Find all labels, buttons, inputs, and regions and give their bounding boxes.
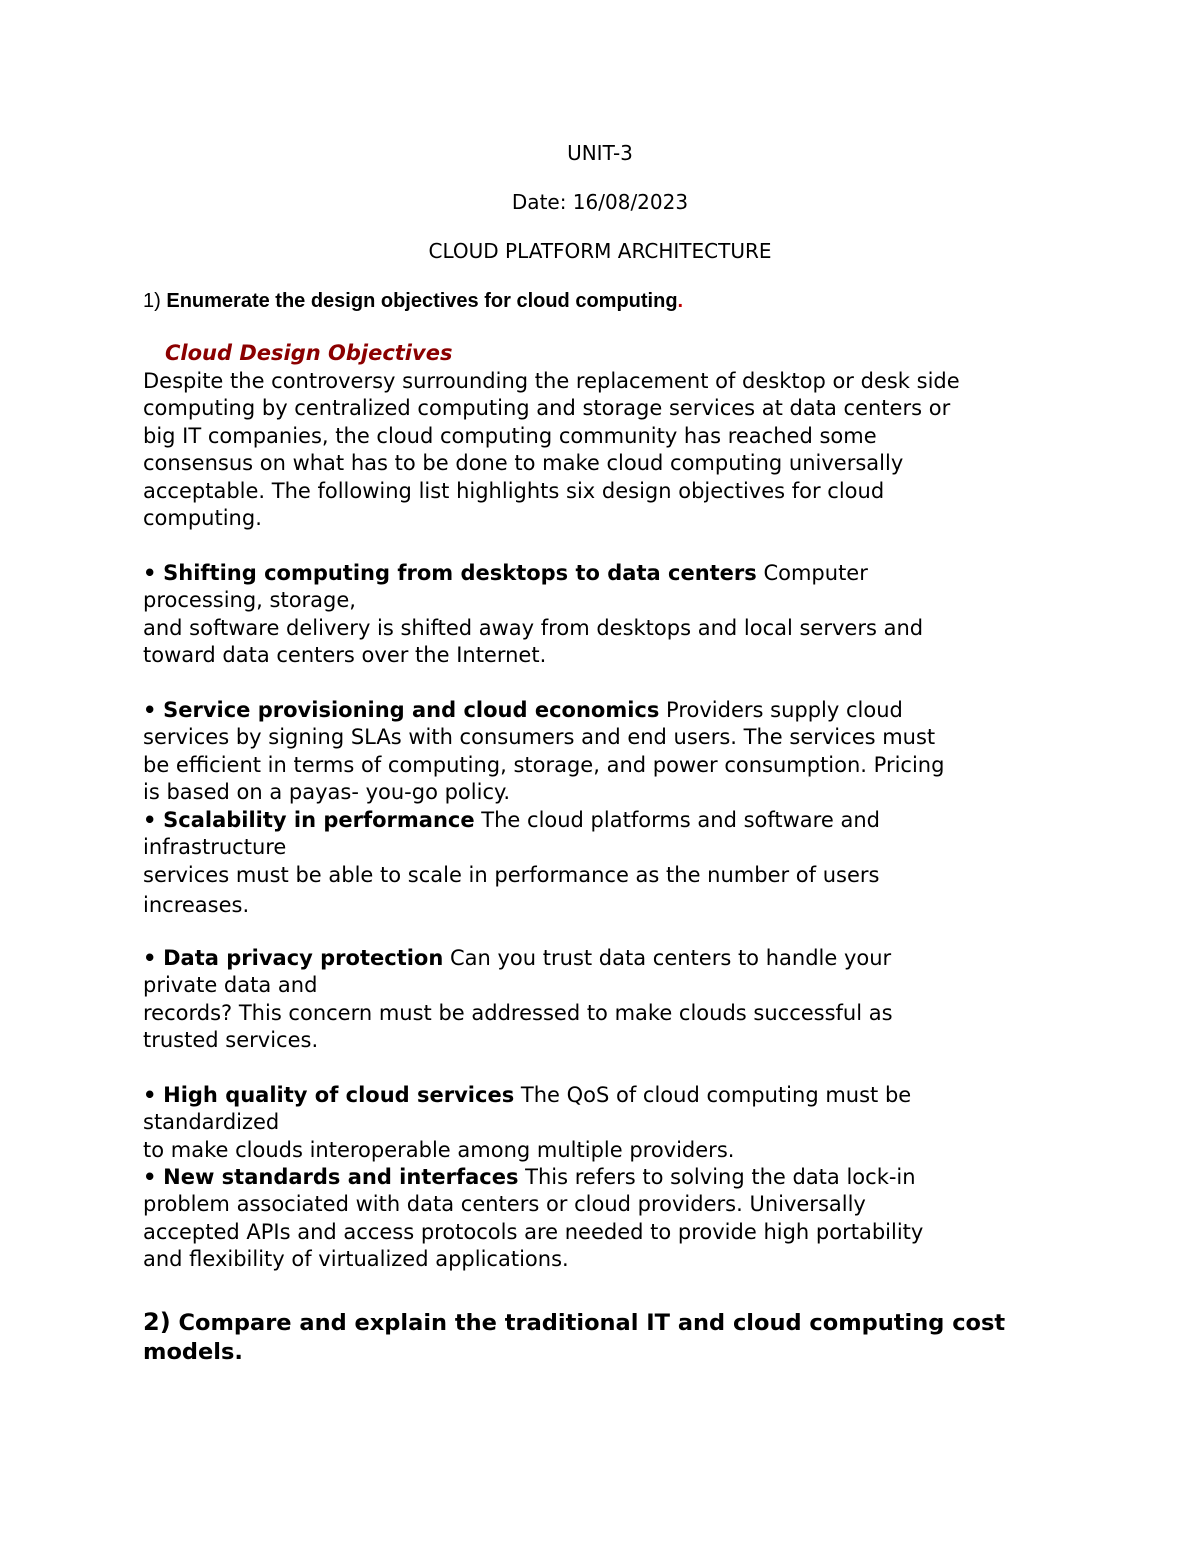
question-1-text: Enumerate the design objectives for cloud computing — [160, 290, 678, 312]
section-heading: Cloud Design Objectives — [165, 341, 453, 365]
question-2-line: models. — [143, 1339, 243, 1365]
objective-line: infrastructure — [143, 835, 287, 860]
objective-item — [143, 1082, 911, 1164]
objective-text: The cloud platforms and software and — [474, 808, 880, 832]
objective-text: Can you trust data centers to handle your — [443, 946, 892, 970]
objective-line: toward data centers over the Internet. — [143, 643, 547, 668]
objective-first-line — [143, 807, 880, 834]
objective-first-line — [143, 1164, 923, 1191]
objective-line: services by signing SLAs with consumers and end users. The services must — [143, 725, 936, 750]
objective-item — [143, 807, 880, 920]
objective-line: records? This concern must be addressed to make clouds successful as — [143, 1000, 893, 1025]
intro-line: computing. — [143, 506, 262, 531]
objective-first-line — [143, 1082, 911, 1109]
question-1-number: 1) — [143, 290, 161, 312]
date-line: Date: 16/08/2023 — [511, 190, 689, 214]
intro-line: acceptable. The following list highlights six design objectives for cloud — [143, 478, 885, 503]
objective-line: private data and — [143, 973, 318, 998]
intro-line: Despite the controversy surrounding the replacement of desktop or desk side — [143, 369, 960, 393]
objective-text: Providers supply cloud — [659, 698, 903, 722]
objective-item — [143, 697, 944, 807]
objective-line: and flexibility of virtualized applications. — [143, 1247, 569, 1272]
objective-line: accepted APIs and access protocols are needed to provide high portability — [143, 1219, 924, 1244]
objective-bullet: • — [143, 1083, 157, 1107]
objective-first-line — [143, 560, 923, 587]
objective-text: The QoS of cloud computing must be — [514, 1083, 912, 1107]
intro-line: consensus on what has to be done to make cloud computing universally — [143, 451, 904, 476]
objective-bullet: • — [143, 698, 157, 722]
objective-line: be efficient in terms of computing, storage, and power consumption. Pricing — [143, 752, 945, 777]
objective-line: services must be able to scale in performance as the number of users — [143, 862, 880, 887]
objective-line: trusted services. — [143, 1028, 319, 1053]
objective-bullet: • — [143, 1165, 157, 1189]
question-1-period: . — [677, 290, 684, 312]
objective-title: High quality of cloud services — [163, 1083, 515, 1107]
question-2-number: 2) — [143, 1308, 171, 1336]
page-title: CLOUD PLATFORM ARCHITECTURE — [428, 239, 772, 263]
objective-bullet: • — [143, 561, 157, 585]
objective-title: Service provisioning and cloud economics — [163, 698, 660, 722]
question-2 — [143, 1308, 1005, 1367]
objective-title: Scalability in performance — [163, 808, 475, 832]
intro-line: computing by centralized computing and storage services at data centers or — [143, 396, 951, 421]
objective-first-line — [143, 697, 944, 724]
objective-item — [143, 945, 893, 1055]
objective-item — [143, 560, 923, 670]
objective-title: Data privacy protection — [163, 946, 444, 970]
objective-line: increases. — [143, 893, 250, 918]
objective-line: processing, storage, — [143, 588, 356, 613]
intro-line: big IT companies, the cloud computing community has reached some — [143, 423, 877, 448]
objective-title: New standards and interfaces — [163, 1165, 519, 1189]
objective-first-line — [143, 945, 893, 972]
objective-text: This refers to solving the data lock-in — [518, 1165, 916, 1189]
question-2-text: Compare and explain the traditional IT and cloud computing cost — [170, 1310, 1006, 1336]
objective-bullet: • — [143, 808, 157, 832]
question-1 — [143, 289, 683, 313]
question-2-line — [143, 1308, 1005, 1338]
unit-heading: UNIT-3 — [567, 141, 633, 165]
objective-title: Shifting computing from desktops to data centers — [163, 561, 757, 585]
objective-line: and software delivery is shifted away from desktops and local servers and — [143, 615, 924, 640]
objective-line: problem associated with data centers or cloud providers. Universally — [143, 1192, 866, 1217]
objective-text: Computer — [756, 561, 868, 585]
objective-bullet: • — [143, 946, 157, 970]
intro-paragraph — [143, 368, 960, 532]
objective-line: standardized — [143, 1110, 280, 1135]
objective-line: to make clouds interoperable among multiple providers. — [143, 1137, 735, 1162]
objective-line: is based on a payas- you-go policy. — [143, 780, 511, 805]
objective-item — [143, 1164, 923, 1274]
